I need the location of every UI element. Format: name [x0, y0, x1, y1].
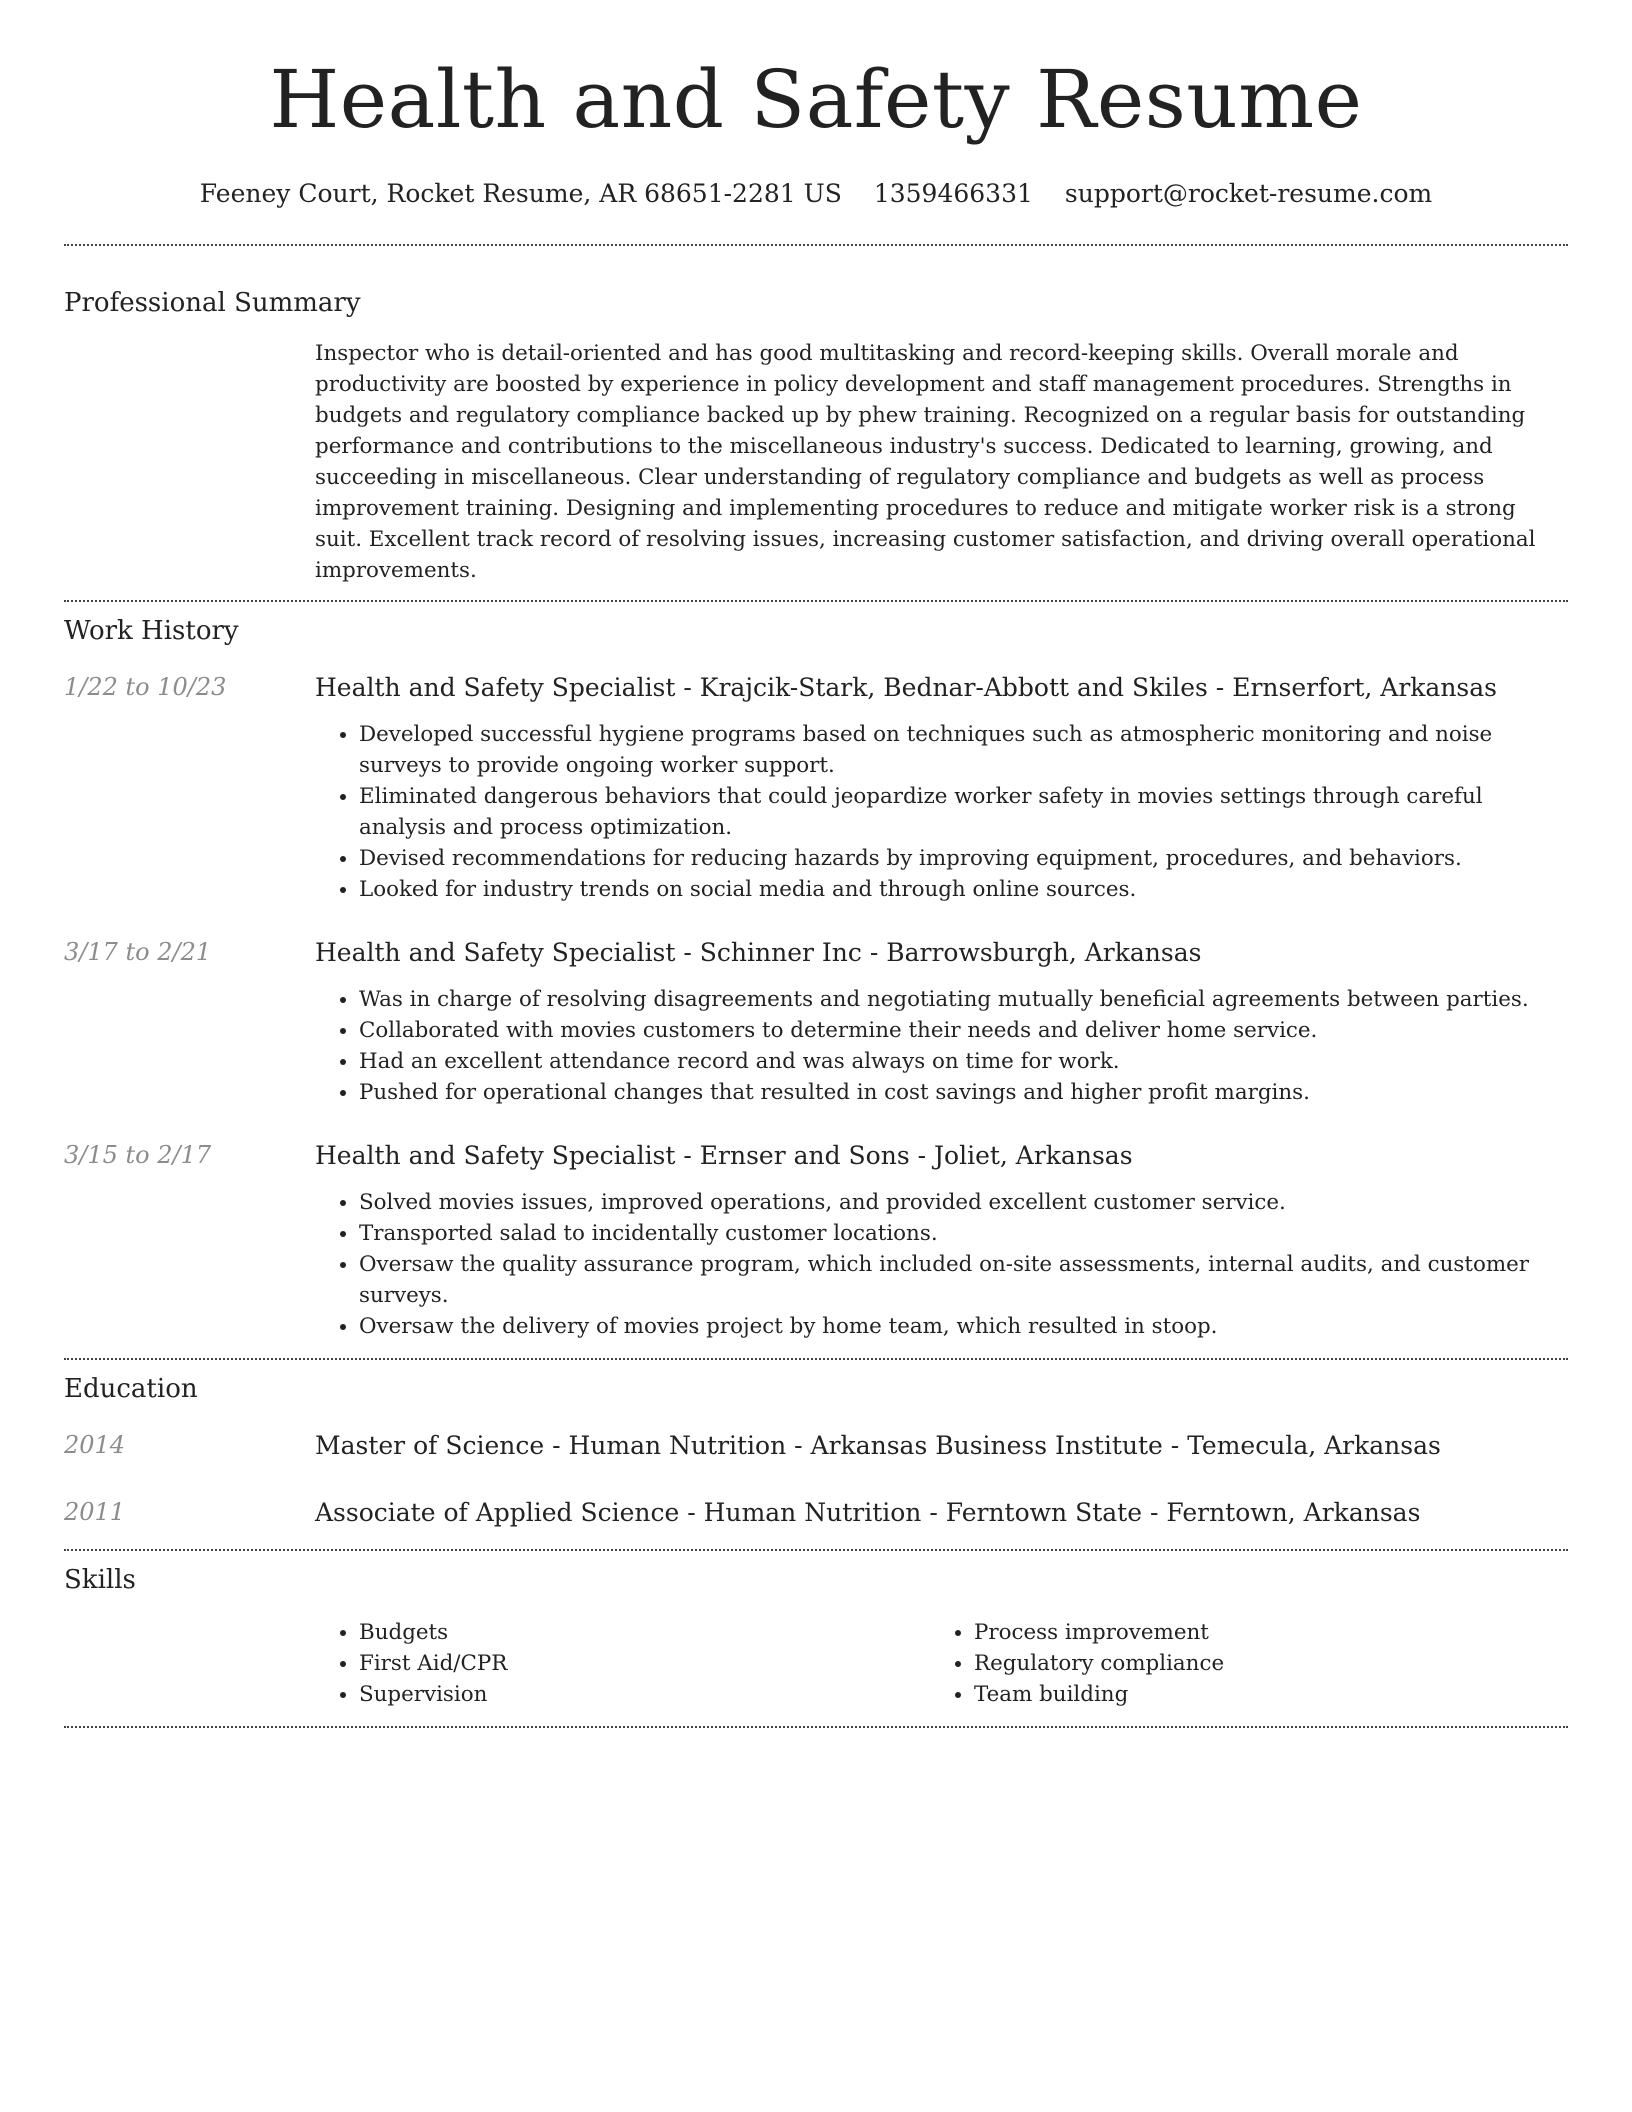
education-year: 2011: [64, 1498, 126, 1526]
job-bullet: • Looked for industry trends on social media and through online sources.: [359, 874, 1568, 905]
skills-section: [64, 1551, 1568, 1710]
skill-item: • Team building: [974, 1679, 1545, 1710]
job-heading: Health and Safety Specialist - Ernser and Sons - Joliet, Arkansas: [315, 1141, 1133, 1170]
job-entry: [64, 1139, 1568, 1342]
education-section: [64, 1360, 1568, 1530]
job-bullet: • Solved movies issues, improved operations, and provided excellent customer service.: [359, 1187, 1568, 1218]
job-details: [315, 1139, 1568, 1342]
skills-lists: [315, 1617, 1568, 1710]
job-bullet: • Was in charge of resolving disagreements and negotiating mutually beneficial agreements between parties.: [359, 984, 1568, 1015]
education-year: 2014: [64, 1431, 126, 1459]
work-section: [64, 602, 1568, 1342]
summary-body: [315, 338, 1568, 586]
job-bullet: • Eliminated dangerous behaviors that could jeopardize worker safety in movies settings through careful analysis and process optimization.: [359, 781, 1568, 843]
job-entry: [64, 671, 1568, 905]
resume-header: [64, 0, 1568, 210]
summary-row: [64, 338, 1568, 586]
skill-item: • Process improvement: [974, 1617, 1545, 1648]
education-entry: [64, 1429, 1568, 1463]
skill-item: • First Aid/CPR: [359, 1648, 930, 1679]
skills-list-left: [315, 1617, 930, 1710]
job-bullet: • Pushed for operational changes that resulted in cost savings and higher profit margins.: [359, 1077, 1568, 1108]
job-entry: [64, 936, 1568, 1108]
education-heading: Associate of Applied Science - Human Nutrition - Ferntown State - Ferntown, Arkansas: [315, 1498, 1421, 1527]
skill-item: • Regulatory compliance: [974, 1648, 1545, 1679]
skill-item: • Budgets: [359, 1617, 930, 1648]
education-entry: [64, 1496, 1568, 1530]
job-bullet: • Devised recommendations for reducing hazards by improving equipment, procedures, and behaviors.: [359, 843, 1568, 874]
summary-section: [64, 246, 1568, 586]
job-bullets: [315, 719, 1568, 905]
skills-list-right: [930, 1617, 1545, 1710]
skill-item: • Supervision: [359, 1679, 930, 1710]
contact-address: Feeney Court, Rocket Resume, AR 68651-2281 US: [199, 179, 842, 208]
skills-spacer: [64, 1617, 315, 1710]
skills-grid: [315, 1617, 1568, 1710]
job-bullets: [315, 984, 1568, 1108]
job-heading: Health and Safety Specialist - Schinner Inc - Barrowsburgh, Arkansas: [315, 938, 1202, 967]
education-heading: Master of Science - Human Nutrition - Arkansas Business Institute - Temecula, Arkansas: [315, 1431, 1441, 1460]
job-dates: 1/22 to 10/23: [64, 673, 227, 701]
job-bullet: • Collaborated with movies customers to determine their needs and deliver home service.: [359, 1015, 1568, 1046]
contact-email: support@rocket-resume.com: [1064, 179, 1433, 208]
job-details: [315, 936, 1568, 1108]
skills-title: Skills: [64, 1565, 136, 1595]
summary-title: Professional Summary: [64, 288, 361, 318]
job-dates: 3/17 to 2/21: [64, 938, 212, 966]
summary-spacer: [64, 338, 315, 586]
education-title: Education: [64, 1374, 198, 1404]
job-bullets: [315, 1187, 1568, 1342]
resume-name: Health and Safety Resume: [269, 53, 1363, 146]
job-bullet: • Had an excellent attendance record and was always on time for work.: [359, 1046, 1568, 1077]
education-details: [315, 1429, 1568, 1463]
job-bullet: • Oversaw the quality assurance program, which included on-site assessments, internal audits, and customer surveys.: [359, 1249, 1568, 1311]
job-details: [315, 671, 1568, 905]
divider: [64, 1726, 1568, 1728]
summary-text: Inspector who is detail-oriented and has good multitasking and record-keeping skills. Overall morale and productivity are boosted by experience in policy development and staff management procedures. Strengths in budgets and regulatory compliance backed up by phew training. Recognized on a regular basis for outstanding performance and contributions to the miscellaneous industry's success. Dedicated to learning, growing, and succeeding in miscellaneous. Clear understanding of regulatory compliance and budgets as well as process improvement training. Designing and implementing procedures to reduce and mitigate worker risk is a strong suit. Excellent track record of resolving issues, increasing customer satisfaction, and driving overall operational improvements.: [315, 341, 1536, 583]
job-bullet: • Developed successful hygiene programs based on techniques such as atmospheric monitoring and noise surveys to provide ongoing worker support.: [359, 719, 1568, 781]
contact-phone: 1359466331: [873, 179, 1033, 208]
job-bullet: • Transported salad to incidentally customer locations.: [359, 1218, 1568, 1249]
education-details: [315, 1496, 1568, 1530]
job-bullet: • Oversaw the delivery of movies project by home team, which resulted in stoop.: [359, 1311, 1568, 1342]
contact-line: [64, 178, 1568, 210]
skills-row: [64, 1617, 1568, 1710]
work-title: Work History: [64, 616, 239, 646]
job-dates: 3/15 to 2/17: [64, 1141, 212, 1169]
job-heading: Health and Safety Specialist - Krajcik-Stark, Bednar-Abbott and Skiles - Ernserfort, Arkansas: [315, 673, 1497, 702]
